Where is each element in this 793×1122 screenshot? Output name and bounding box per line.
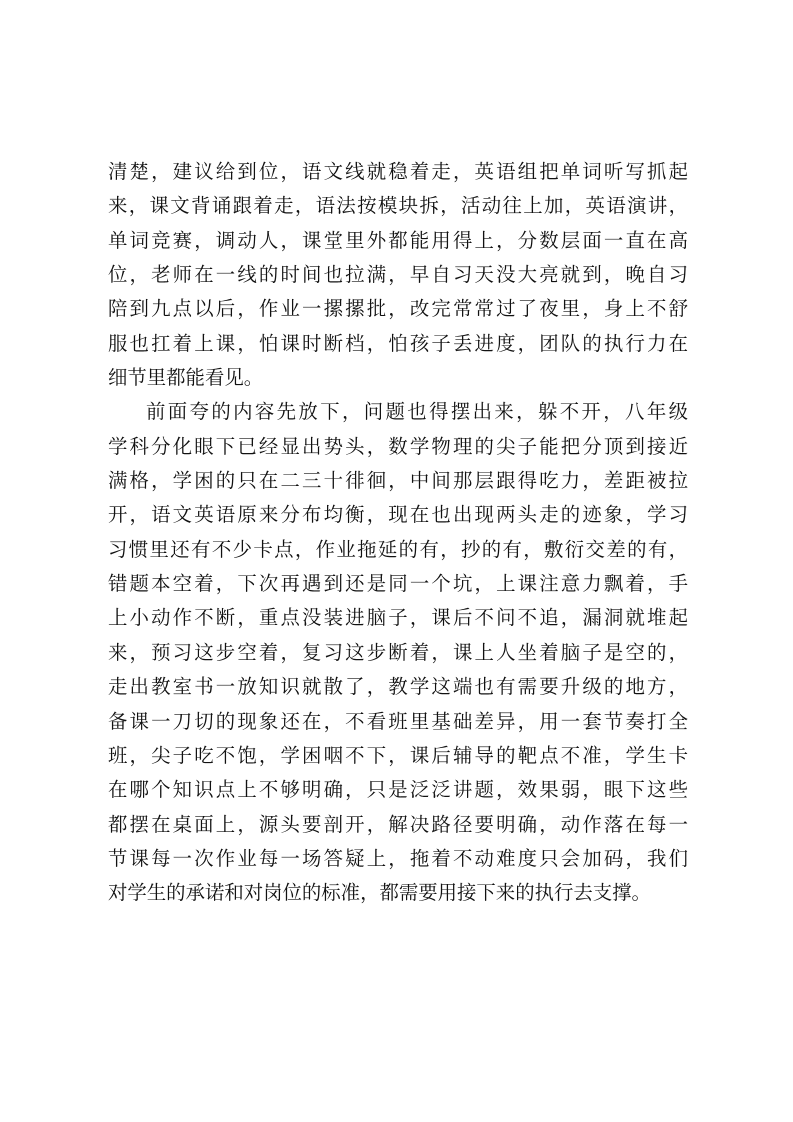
paragraph-line: 班，尖子吃不饱，学困咽不下，课后辅导的靶点不准，学生卡: [108, 743, 688, 767]
document-body: [108, 155, 688, 911]
paragraph-line: 清楚，建议给到位，语文线就稳着走，英语组把单词听写抓起: [108, 160, 688, 183]
paragraph-line: 位，老师在一线的时间也拉满，早自习天没大亮就到，晚自习: [108, 263, 688, 287]
paragraph-2: [108, 395, 688, 910]
paragraph-line: 都摆在桌面上，源头要剖开，解决路径要明确，动作落在每一: [108, 812, 688, 836]
paragraph-line: 来，课文背诵跟着走，语法按模块拆，活动往上加，英语演讲，: [108, 194, 688, 218]
paragraph-line: 前面夸的内容先放下，问题也得摆出来，躲不开，八年级: [146, 400, 688, 424]
paragraph-line: 备课一刀切的现象还在，不看班里基础差异，用一套节奏打全: [108, 709, 688, 733]
paragraph-line: 学科分化眼下已经显出势头，数学物理的尖子能把分顶到接近: [108, 434, 688, 458]
paragraph-line: 服也扛着上课，怕课时断档，怕孩子丢进度，团队的执行力在: [108, 331, 688, 355]
paragraph-1: [108, 155, 688, 395]
paragraph-line: 在哪个知识点上不够明确，只是泛泛讲题，效果弱，眼下这些: [108, 778, 688, 802]
paragraph-line: 细节里都能看见。: [108, 366, 264, 390]
paragraph-line: 错题本空着，下次再遇到还是同一个坑，上课注意力飘着，手: [108, 572, 688, 596]
paragraph-line: 满格，学困的只在二三十徘徊，中间那层跟得吃力，差距被拉: [108, 469, 688, 493]
paragraph-line: 陪到九点以后，作业一摞摞批，改完常常过了夜里，身上不舒: [108, 297, 688, 321]
paragraph-line: 对学生的承诺和对岗位的标准，都需要用接下来的执行去支撑。: [108, 881, 651, 905]
paragraph-line: 节课每一次作业每一场答疑上，拖着不动难度只会加码，我们: [108, 846, 688, 870]
paragraph-line: 习惯里还有不少卡点，作业拖延的有，抄的有，敷衍交差的有，: [108, 537, 688, 561]
paragraph-line: 来，预习这步空着，复习这步断着，课上人坐着脑子是空的，: [108, 640, 688, 664]
paragraph-line: 上小动作不断，重点没装进脑子，课后不问不追，漏洞就堆起: [108, 606, 688, 630]
paragraph-line: 走出教室书一放知识就散了，教学这端也有需要升级的地方，: [108, 675, 688, 699]
paragraph-line: 开，语文英语原来分布均衡，现在也出现两头走的迹象，学习: [108, 503, 688, 527]
paragraph-line: 单词竞赛，调动人，课堂里外都能用得上，分数层面一直在高: [108, 228, 688, 252]
